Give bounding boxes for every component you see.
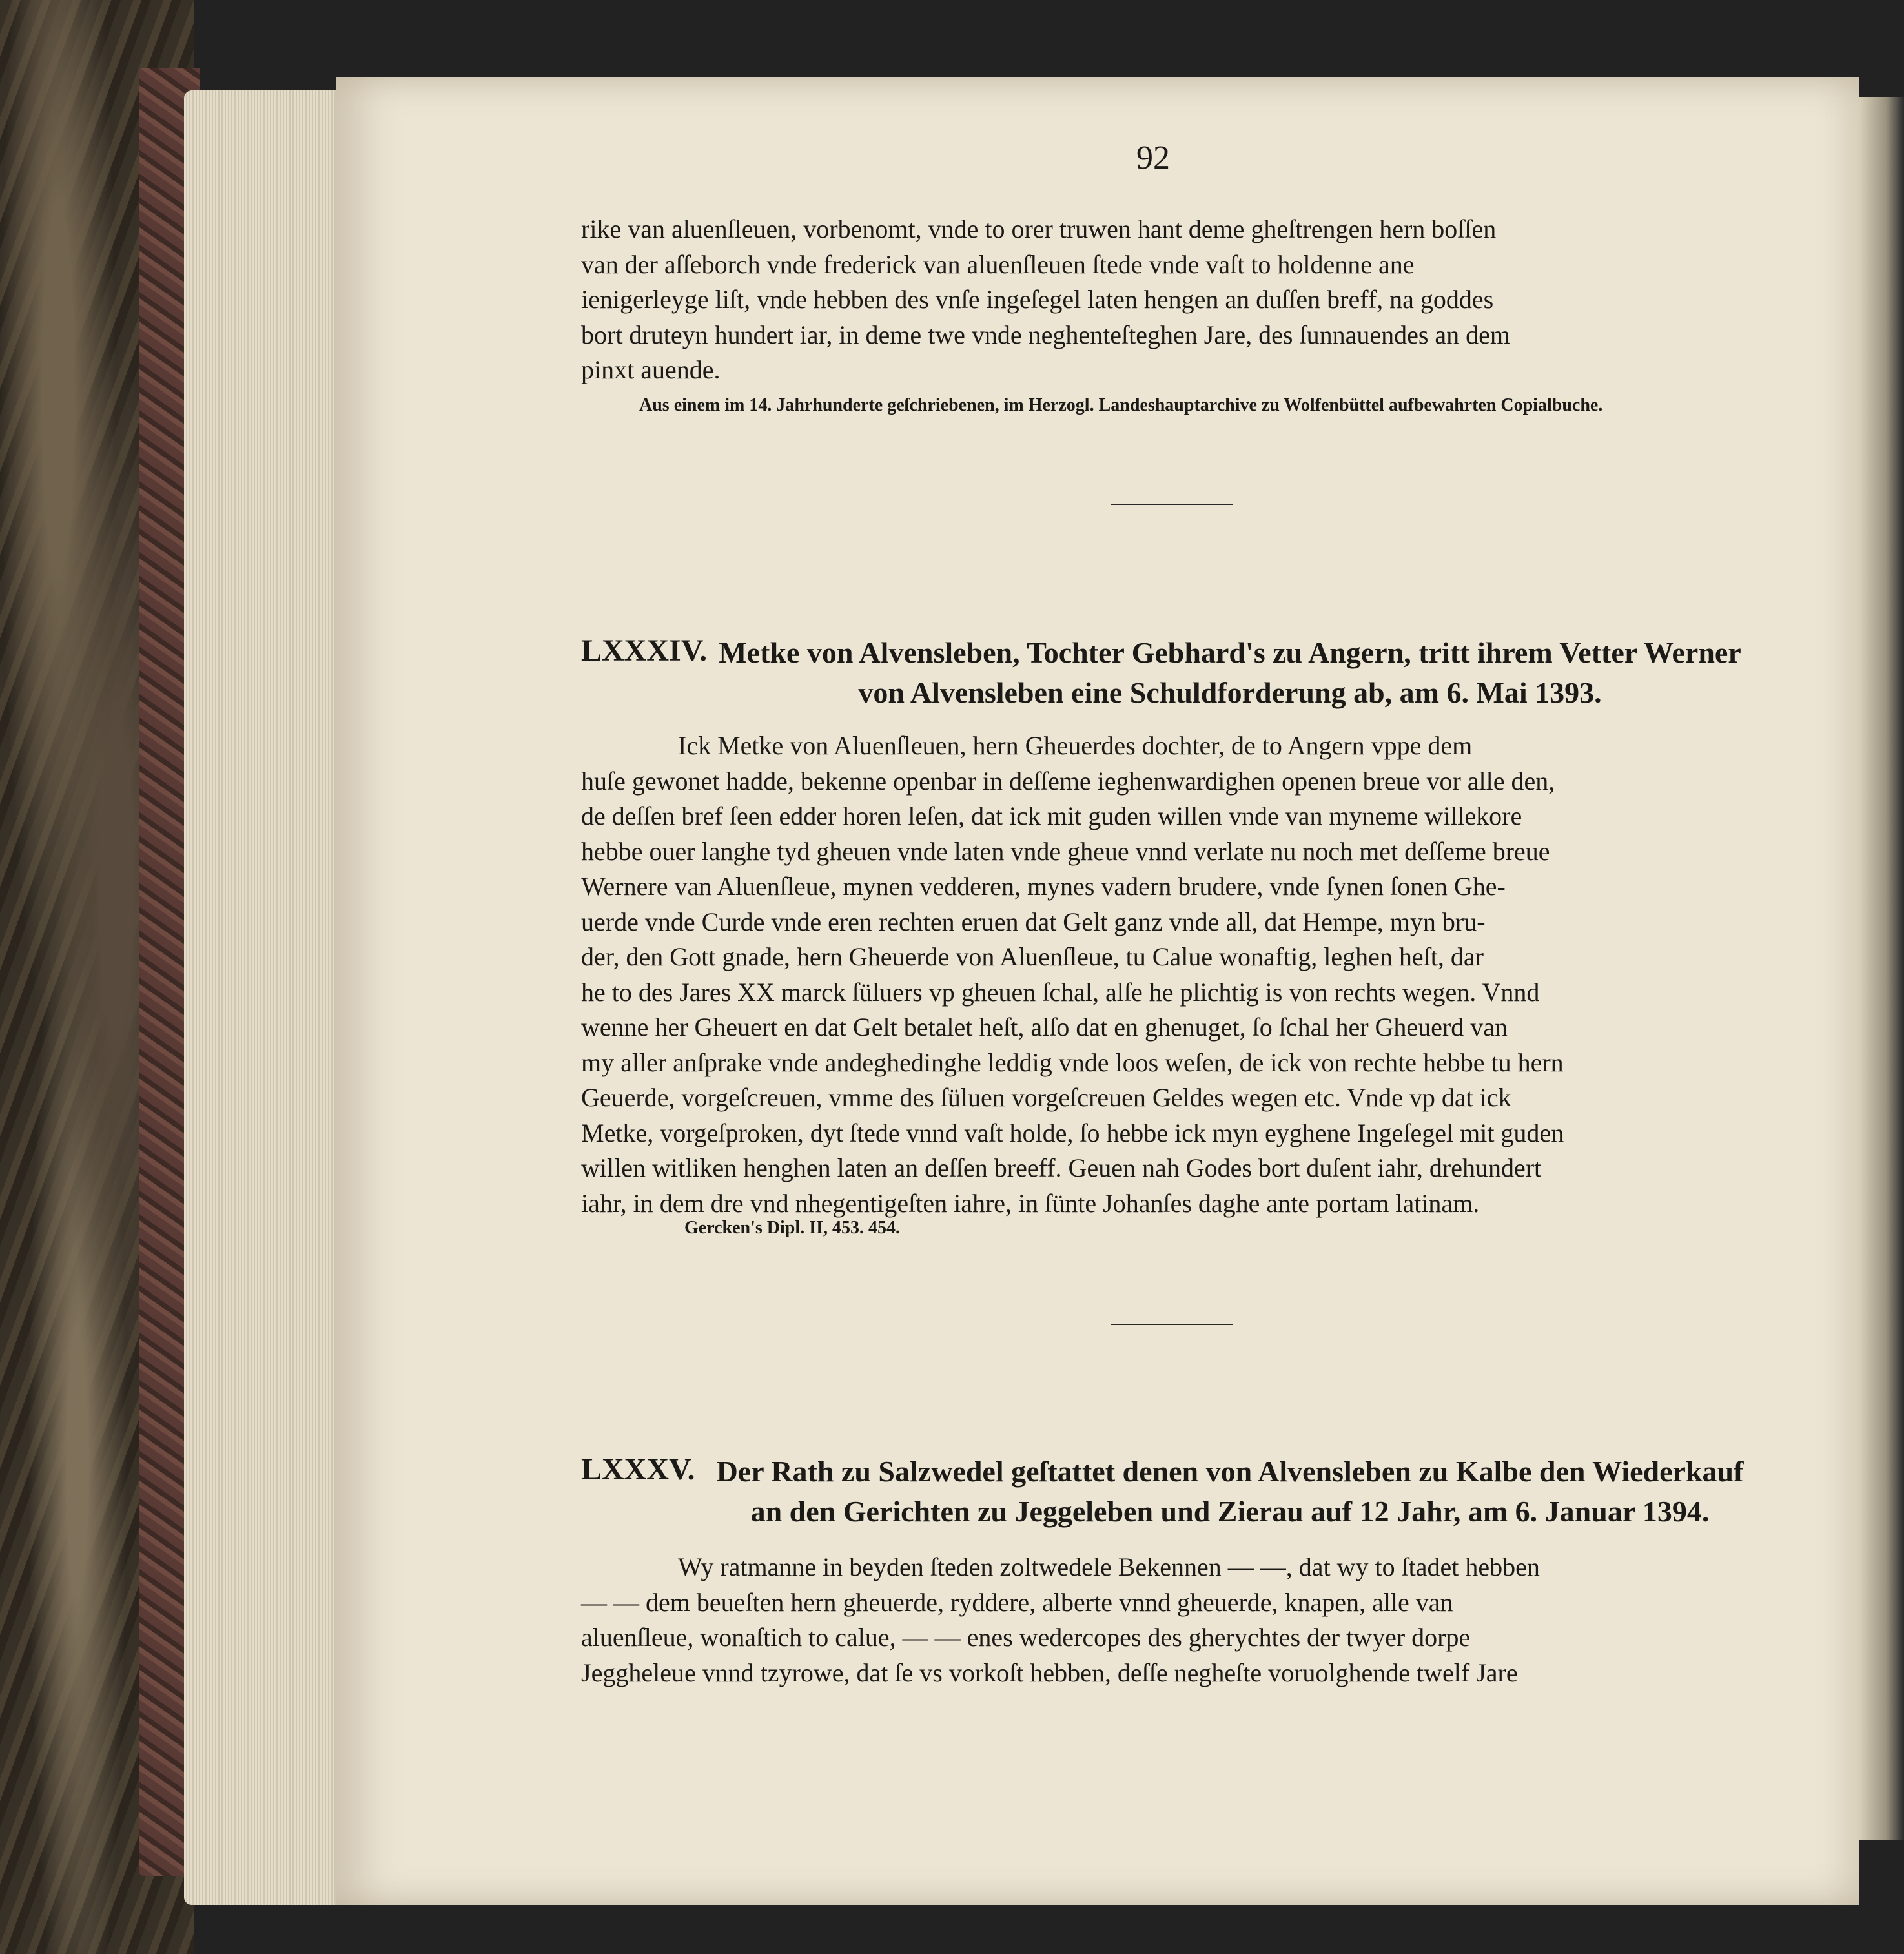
section-divider: [1111, 504, 1233, 505]
text-line: Wernere van Aluenſleue, mynen vedderen, mynes vadern brudere, vnde ſynen ſonen Ghe-: [581, 872, 1506, 901]
source-note: Aus einem im 14. Jahrhunderte geſchriebenen, im Herzogl. Landeshauptarchive zu Wolfenbüttel aufbewahrten Copialbuche.: [639, 395, 1603, 415]
text-line: he to des Jares XX marck ſüluers vp gheuen ſchal, alſe he plichtig is von rechts wegen. Vnnd: [581, 977, 1540, 1007]
page-number: 92: [1136, 139, 1170, 176]
text-line: — — dem beueſten hern gheuerde, ryddere, alberte vnnd gheuerde, knapen, alle van: [581, 1587, 1453, 1617]
document-text: [581, 1550, 1782, 1691]
text-line: willen witliken henghen laten an deſſen breeff. Geuen nah Godes bort duſent iahr, drehundert: [581, 1153, 1542, 1182]
section-title: [681, 633, 1779, 713]
section-number: LXXXV.: [581, 1452, 695, 1486]
text-line: aluenſleue, wonaſtich to calue, — — enes wedercopes des gherychtes der twyer dorpe: [581, 1623, 1471, 1652]
text-line: huſe gewonet hadde, bekenne openbar in deſſeme ieghenwardighen openen breue vor alle den,: [581, 766, 1555, 796]
title-line: Metke von Alvensleben, Tochter Gebhard's zu Angern, tritt ihrem Vetter Werner: [719, 636, 1741, 669]
text-line: wenne her Gheuert en dat Gelt betalet heſt, alſo dat en ghenuget, ſo ſchal her Gheuerd van: [581, 1013, 1508, 1042]
page-stack-edge: [184, 90, 339, 1905]
text-line: ienigerleyge liſt, vnde hebben des vnſe ingeſegel laten hengen an duſſen breff, na goddes: [581, 285, 1494, 314]
document-text: [581, 728, 1782, 1221]
text-line: uerde vnde Curde vnde eren rechten eruen dat Gelt ganz vnde all, dat Hempe, myn bru-: [581, 907, 1486, 936]
text-line: Metke, vorgeſproken, dyt ſtede vnnd vaſt holde, ſo hebbe ick myn eyghene Ingeſegel mit guden: [581, 1118, 1564, 1147]
source-note: Gercken's Dipl. II, 453. 454.: [684, 1218, 900, 1238]
text-line: Wy ratmanne in beyden ſteden zoltwedele Bekennen — —, dat wy to ſtadet hebben: [678, 1552, 1540, 1581]
title-line: von Alvensleben eine Schuldforderung ab, am 6. Mai 1393.: [858, 676, 1602, 709]
text-line: bort druteyn hundert iar, in deme twe vnde neghenteſteghen Jare, des ſunnauendes an dem: [581, 320, 1511, 349]
text-line: Ick Metke von Aluenſleuen, hern Gheuerdes dochter, de to Angern vppe dem: [678, 731, 1473, 760]
section-number: LXXXIV.: [581, 633, 708, 668]
text-line: Jeggheleue vnnd tzyrowe, dat ſe vs vorkoſt hebben, deſſe negheſte voruolghende twelf Jare: [581, 1658, 1518, 1687]
paragraph-continuation: [581, 212, 1782, 388]
section-divider: [1111, 1324, 1233, 1325]
title-line: Der Rath zu Salzwedel geſtattet denen von Alvensleben zu Kalbe den Wiederkauf: [716, 1455, 1744, 1488]
text-line: my aller anſprake vnde andeghedinghe leddig vnde loos weſen, de ick von rechte hebbe tu hern: [581, 1047, 1564, 1077]
section-title: [681, 1452, 1779, 1532]
text-line: pinxt auende.: [581, 355, 721, 384]
text-line: iahr, in dem dre vnd nhegentigeſten iahre, in ſünte Johanſes daghe ante portam latinam.: [581, 1188, 1480, 1218]
text-line: van der aſſeborch vnde frederick van aluenſleuen ſtede vnde vaſt to holdenne ane: [581, 249, 1415, 279]
text-line: Geuerde, vorgeſcreuen, vmme des ſüluen vorgeſcreuen Geldes wegen etc. Vnde vp dat ick: [581, 1083, 1511, 1112]
title-line: an den Gerichten zu Jeggeleben und Zierau auf 12 Jahr, am 6. Januar 1394.: [750, 1495, 1710, 1528]
text-line: hebbe ouer langhe tyd gheuen vnde laten vnde gheue vnnd verlate nu noch met deſſeme breue: [581, 836, 1550, 866]
text-line: de deſſen bref ſeen edder horen leſen, dat ick mit guden willen vnde van myneme willekore: [581, 801, 1522, 830]
text-line: rike van aluenſleuen, vorbenomt, vnde to orer truwen hant deme gheſtrengen hern boſſen: [581, 214, 1497, 243]
book-right-edge: [1859, 97, 1904, 1840]
text-line: der, den Gott gnade, hern Gheuerde von Aluenſleue, tu Calue wonaftig, leghen heſt, dar: [581, 942, 1484, 971]
